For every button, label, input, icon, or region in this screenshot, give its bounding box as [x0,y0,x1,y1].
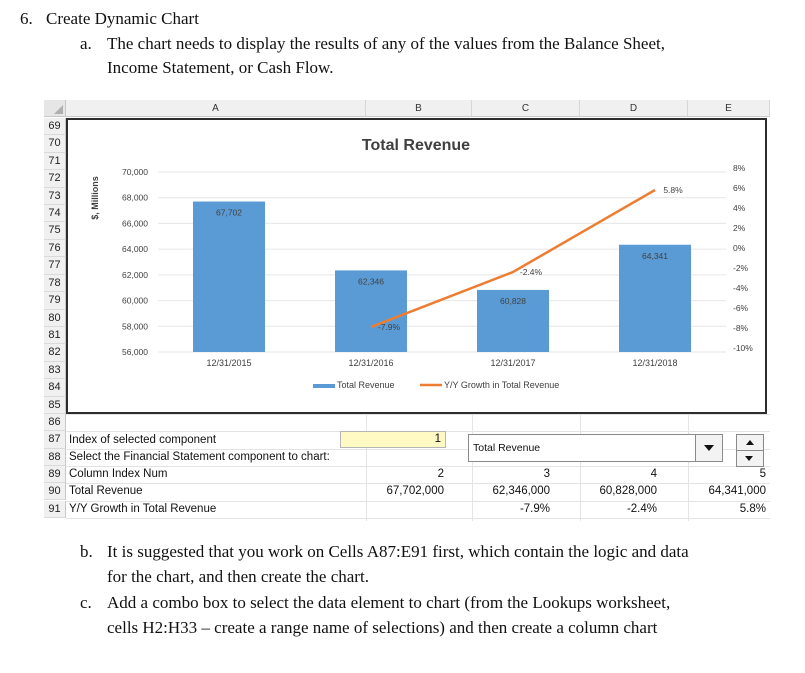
component-combo-box[interactable] [468,434,723,462]
index-value: 1 [434,433,441,445]
column-header-c[interactable]: C [472,100,580,117]
row-header[interactable]: 86 [44,414,66,431]
bar-data-label: 67,702 [216,207,242,218]
legend-bar-label: Total Revenue [337,380,395,390]
y-tick-label-left: 66,000 [122,218,148,229]
column-index-b: 2 [437,468,444,480]
arrow-up-icon [746,440,754,445]
bar-data-label: 62,346 [358,276,384,287]
row-header[interactable]: 81 [44,327,66,344]
line-data-label: -2.4% [519,267,543,277]
index-label: Index of selected component [69,434,217,446]
legend-line-label: Y/Y Growth in Total Revenue [444,380,560,390]
row-header[interactable]: 79 [44,292,66,309]
y-tick-label-left: 64,000 [122,244,148,255]
y-tick-label-left: 62,000 [122,269,148,280]
column-header-d[interactable]: D [580,100,688,117]
item6-title: Create Dynamic Chart [46,9,199,28]
spreadsheet [44,100,770,521]
y-tick-label-right: 8% [733,163,746,173]
row-header[interactable]: 80 [44,310,66,327]
line-data-label: -7.9% [377,322,401,332]
chart-title: Total Revenue [361,137,471,154]
chart-area[interactable] [66,118,767,414]
bar [619,245,691,352]
item-b-line2: for the chart, and then create the chart. [107,567,369,586]
column-index-c: 3 [543,468,550,480]
growth-label: Y/Y Growth in Total Revenue [69,503,217,515]
combo-dropdown-button[interactable] [695,435,722,461]
row-header[interactable]: 90 [44,483,66,500]
y-tick-label-right: 6% [733,183,746,193]
spin-control[interactable] [736,434,764,467]
bar-data-label: 60,828 [500,295,526,306]
index-input-cell[interactable] [340,431,446,448]
y-tick-label-left: 56,000 [122,347,148,357]
line-data-label: 5.8% [663,185,683,195]
item-c-line1: Add a combo box to select the data element to chart (from the Lookups worksheet, [107,593,671,612]
y-tick-label-right: -6% [733,303,749,313]
combo-selected-value: Total Revenue [473,442,541,454]
legend-bar-swatch [313,384,335,388]
item-a-line2: Income Statement, or Cash Flow. [107,58,334,77]
total-revenue-e: 64,341,000 [708,485,766,497]
row-header[interactable]: 88 [44,449,66,466]
x-tick-label: 12/31/2018 [632,358,678,368]
spin-up-button[interactable] [737,435,763,451]
bar [193,202,265,352]
row-header[interactable]: 74 [44,205,66,222]
item-b-line1: It is suggested that you work on Cells A87:E91 first, which contain the logic and data [107,542,689,561]
column-index-d: 4 [650,468,657,480]
row-header[interactable]: 89 [44,466,66,483]
y-tick-label-left: 60,000 [122,295,148,306]
total-revenue-c: 62,346,000 [492,485,550,497]
column-header-e[interactable]: E [688,100,770,117]
y-tick-label-right: -10% [733,343,753,353]
row-header[interactable]: 71 [44,153,66,170]
total-revenue-d: 60,828,000 [599,485,657,497]
y-tick-label-left: 58,000 [122,321,148,332]
select-all-corner[interactable] [44,100,66,117]
row-header[interactable]: 73 [44,188,66,205]
bar-data-label: 64,341 [642,250,668,261]
row-header[interactable]: 91 [44,501,66,518]
row-header[interactable]: 69 [44,118,66,135]
row-header[interactable]: 82 [44,344,66,361]
item-a-line1: The chart needs to display the results of any of the values from the Balance Sheet, [107,34,665,53]
y-axis-title: $, Millions [90,176,100,220]
y-tick-label-right: -8% [733,323,749,333]
arrow-down-icon [745,456,753,461]
y-tick-label-right: 0% [733,243,746,253]
row-header[interactable]: 78 [44,275,66,292]
total-revenue-label: Total Revenue [69,485,143,497]
item-c-line2: cells H2:H33 – create a range name of selections) and then create a column chart [107,618,658,637]
row-header[interactable]: 83 [44,362,66,379]
row-header[interactable]: 85 [44,397,66,414]
growth-d: -2.4% [626,503,657,515]
growth-e: 5.8% [739,503,766,515]
growth-c: -7.9% [519,503,550,515]
row-header[interactable]: 72 [44,170,66,187]
row-header[interactable]: 76 [44,240,66,257]
row-header[interactable]: 84 [44,379,66,396]
item-a-letter: a. [80,34,92,53]
y-tick-label-right: -2% [733,263,749,273]
x-tick-label: 12/31/2017 [490,358,536,368]
x-tick-label: 12/31/2015 [206,358,252,368]
column-header-b[interactable]: B [366,100,472,117]
y-tick-label-right: -4% [733,283,749,293]
column-index-e: 5 [759,468,766,480]
combo-chart [68,120,765,412]
total-revenue-b: 67,702,000 [386,485,444,497]
row-header[interactable]: 77 [44,257,66,274]
spin-down-button[interactable] [737,451,763,466]
item6-number: 6. [20,9,33,28]
column-header-a[interactable]: A [66,100,366,117]
y-tick-label-left: 68,000 [122,192,148,203]
select-label: Select the Financial Statement component to chart: [69,451,330,463]
item-c-letter: c. [80,593,92,612]
x-tick-label: 12/31/2016 [348,358,394,368]
y-tick-label-right: 4% [733,203,746,213]
y-tick-label-right: 2% [733,223,746,233]
row-header[interactable]: 87 [44,431,66,448]
y-tick-label-left: 70,000 [122,167,148,177]
column-index-label: Column Index Num [69,468,168,480]
row-header[interactable]: 75 [44,222,66,239]
item-b-letter: b. [80,542,93,561]
row-header[interactable]: 70 [44,135,66,152]
chevron-down-icon [704,445,714,451]
